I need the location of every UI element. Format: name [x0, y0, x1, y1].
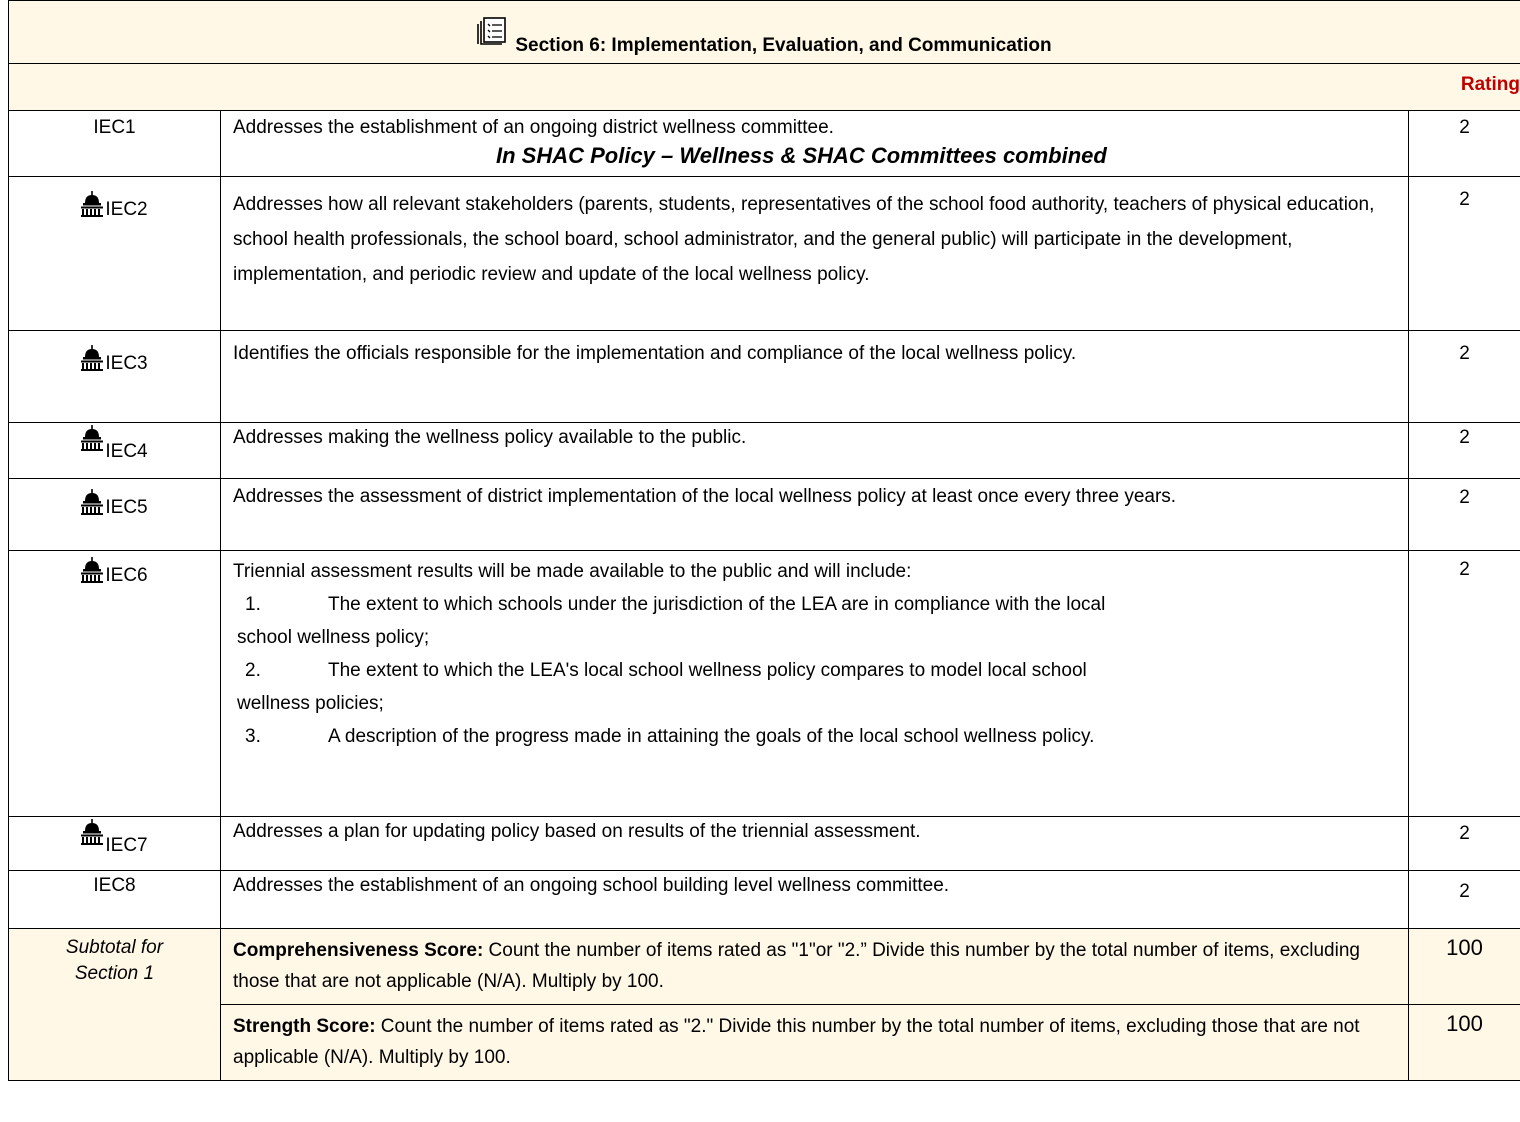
assessment-page: [8, 0, 1520, 1122]
subtotal-label-cell: [9, 929, 221, 1081]
item-description-cell: [221, 177, 1409, 331]
list-text: A description of the progress made in attaining the goals of the local school wellness policy.: [328, 726, 1095, 747]
comprehensiveness-score-cell: [221, 929, 1409, 1005]
item-description: Identifies the officials responsible for the implementation and compliance of the local wellness policy.: [233, 343, 1077, 364]
strength-value: 100: [1446, 1011, 1483, 1036]
item-id-cell: [9, 423, 221, 479]
item-description: Addresses how all relevant stakeholders (parents, students, representatives of the school food authority, teachers of physical education, school health professionals, the school board, school administrator, and the general public) will participate in the development, implementation, and periodic review and update of the local wellness policy.: [233, 194, 1375, 285]
item-id: IEC7: [105, 835, 148, 856]
item-description: Addresses the establishment of an ongoing school building level wellness committee.: [233, 875, 950, 896]
item-rating-cell: [1409, 817, 1520, 871]
section-title-cell: [9, 1, 1520, 64]
list-item-continuation: school wellness policy;: [237, 627, 430, 648]
comprehensiveness-value-cell: [1409, 929, 1520, 1005]
item-note: In SHAC Policy – Wellness & SHAC Committees combined: [496, 143, 1107, 168]
strength-label: Strength Score:: [233, 1016, 376, 1037]
item-rating: 2: [1459, 343, 1470, 364]
item-id-cell: [9, 331, 221, 423]
capitol-building-icon: [81, 191, 103, 217]
item-id: IEC1: [93, 117, 136, 138]
capitol-building-icon: [81, 489, 103, 515]
list-text: The extent to which schools under the jurisdiction of the LEA are in compliance with the local: [328, 594, 1106, 615]
strength-score-cell: [221, 1005, 1409, 1081]
rating-header: Rating: [1460, 74, 1520, 95]
rating-header-row: [9, 64, 1520, 111]
list-number: 2.: [245, 660, 261, 681]
item-description: Addresses making the wellness policy available to the public.: [233, 427, 747, 448]
list-item-continuation: wellness policies;: [237, 693, 384, 714]
item-description-cell: [221, 817, 1409, 871]
list-text: The extent to which the LEA's local school wellness policy compares to model local school: [328, 660, 1087, 681]
list-item: [233, 654, 1398, 687]
item-id-cell: [9, 871, 221, 929]
item-id: IEC8: [93, 875, 136, 896]
strength-value-cell: [1409, 1005, 1520, 1081]
item-rating-cell: [1409, 177, 1520, 331]
item-rating-cell: [1409, 111, 1520, 177]
item-id-cell: [9, 551, 221, 817]
list-number: 3.: [245, 726, 261, 747]
rating-header-cell: [9, 64, 1520, 111]
item-id: IEC5: [105, 497, 148, 518]
list-number: 1.: [245, 594, 261, 615]
item-description-cell: [221, 871, 1409, 929]
item-description: Triennial assessment results will be made available to the public and will include:: [233, 561, 912, 582]
item-id: IEC4: [105, 441, 148, 462]
capitol-building-icon: [81, 557, 103, 583]
item-rating-cell: [1409, 551, 1520, 817]
item-description: Addresses the establishment of an ongoing district wellness committee.: [233, 117, 834, 138]
item-rating: 2: [1459, 189, 1470, 210]
table-row: [9, 423, 1520, 479]
item-description-cell: [221, 111, 1409, 177]
item-description-cell: [221, 423, 1409, 479]
item-rating: 2: [1459, 117, 1470, 138]
section-title-row: [9, 1, 1520, 64]
item-rating: 2: [1459, 487, 1470, 508]
table-row: [9, 479, 1520, 551]
item-rating-cell: [1409, 871, 1520, 929]
capitol-building-icon: [81, 819, 103, 845]
item-description-cell: [221, 551, 1409, 817]
item-id-cell: [9, 817, 221, 871]
subtotal-label: Subtotal for Section 1: [65, 937, 164, 984]
capitol-building-icon: [81, 345, 103, 371]
subtotal-row: [9, 929, 1520, 1005]
table-row: [9, 551, 1520, 817]
item-description: Addresses the assessment of district implementation of the local wellness policy at least once every three years.: [233, 486, 1177, 507]
table-row: [9, 817, 1520, 871]
item-rating-cell: [1409, 331, 1520, 423]
checklist-document-icon: [477, 17, 507, 45]
item-id-cell: [9, 111, 221, 177]
section-table: [8, 0, 1520, 1081]
table-row: [9, 111, 1520, 177]
item-id: IEC6: [105, 565, 148, 586]
item-id-cell: [9, 479, 221, 551]
item-rating-cell: [1409, 479, 1520, 551]
capitol-building-icon: [81, 425, 103, 451]
subtotal-row: [9, 1005, 1520, 1081]
item-id-cell: [9, 177, 221, 331]
item-id: IEC3: [105, 353, 148, 374]
item-rating: 2: [1459, 559, 1470, 580]
list-item: [233, 588, 1398, 621]
section-title: Section 6: Implementation, Evaluation, and Communication: [515, 35, 1052, 56]
item-description: Addresses a plan for updating policy based on results of the triennial assessment.: [233, 821, 921, 842]
table-row: [9, 331, 1520, 423]
item-description-cell: [221, 479, 1409, 551]
comprehensiveness-label: Comprehensiveness Score:: [233, 940, 484, 961]
strength-text: Count the number of items rated as "2." Divide this number by the total number of items, excluding those that are not applicable (N/A). Multiply by 100.: [233, 1016, 1360, 1068]
item-rating: 2: [1459, 881, 1470, 902]
item-rating-cell: [1409, 423, 1520, 479]
table-row: [9, 177, 1520, 331]
list-item: [233, 720, 1398, 753]
comprehensiveness-text: Count the number of items rated as "1"or "2.” Divide this number by the total number of items, excluding those that are not applicable (N/A). Multiply by 100.: [233, 940, 1360, 992]
item-rating: 2: [1459, 823, 1470, 844]
item-description-cell: [221, 331, 1409, 423]
item-id: IEC2: [105, 199, 148, 220]
item-rating: 2: [1459, 427, 1470, 448]
table-row: [9, 871, 1520, 929]
comprehensiveness-value: 100: [1446, 935, 1483, 960]
